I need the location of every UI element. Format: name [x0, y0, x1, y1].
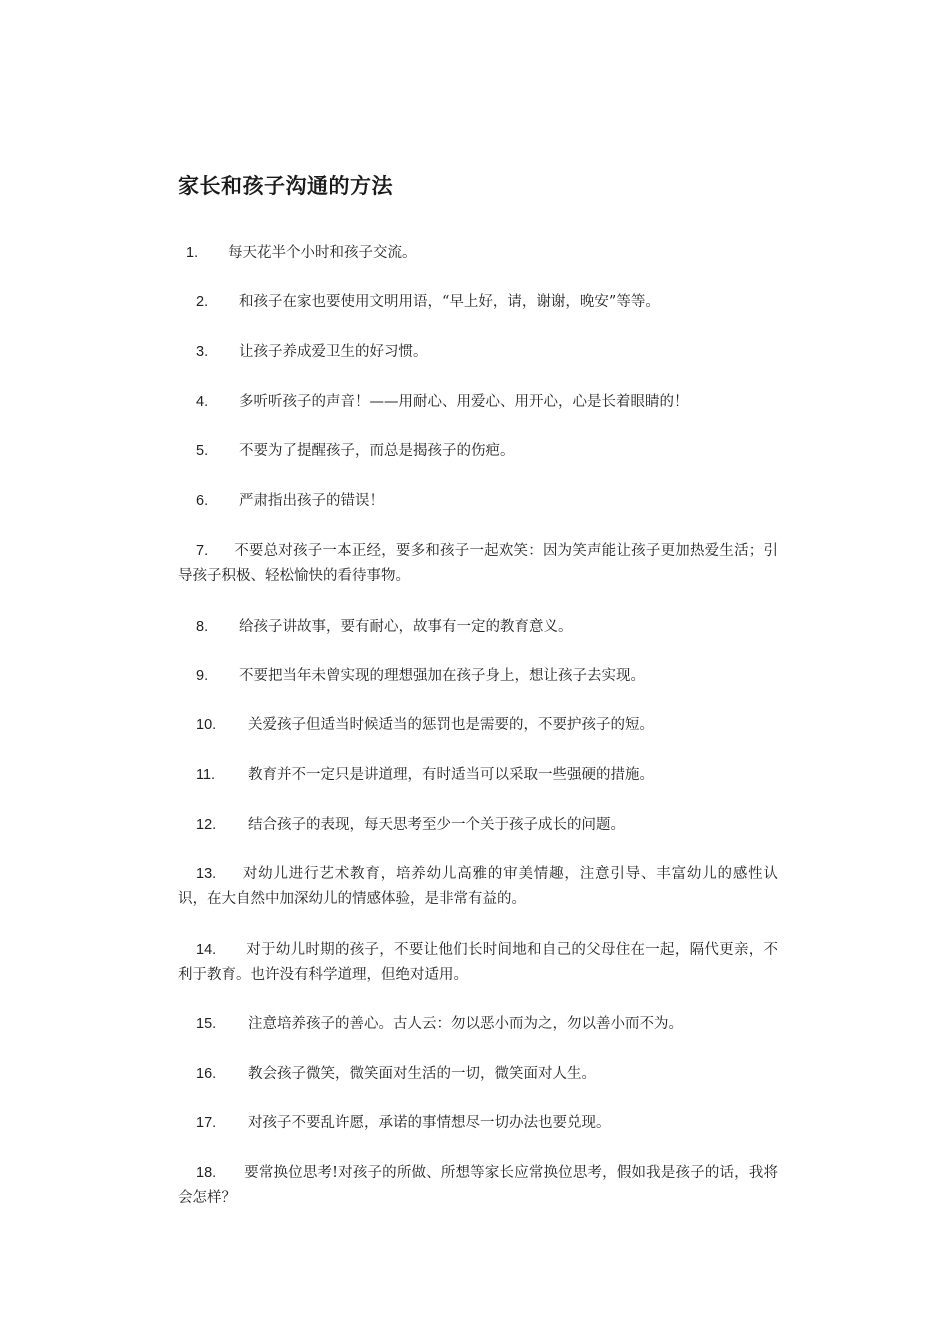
- item-text: 给孩子讲故事，要有耐心，故事有一定的教育意义。: [239, 619, 573, 635]
- list-item: [178, 539, 778, 589]
- list-item: [178, 1161, 778, 1211]
- item-text: 多听听孩子的声音！——用耐心、用爱心、用开心，心是长着眼睛的！: [239, 394, 689, 410]
- list-item: [178, 340, 796, 365]
- item-number: 2.: [196, 294, 209, 310]
- list-item: [178, 439, 796, 464]
- item-text: 关爱孩子但适当时候适当的惩罚也是需要的，不要护孩子的短。: [248, 717, 654, 733]
- item-text: 对幼儿进行艺术教育，培养幼儿高雅的审美情趣，注意引导、丰富幼儿的感性认识，在大自然中加深幼儿的情感体验，是非常有益的。: [178, 866, 778, 907]
- item-text: 教育并不一定只是讲道理，有时适当可以采取一些强硬的措施。: [248, 767, 654, 783]
- item-text: 不要把当年未曾实现的理想强加在孩子身上，想让孩子去实现。: [239, 668, 645, 684]
- list-item: [178, 290, 796, 315]
- item-number: 7.: [196, 543, 209, 559]
- item-text: 严肃指出孩子的错误！: [239, 493, 384, 509]
- item-text: 对孩子不要乱许愿，承诺的事情想尽一切办法也要兑现。: [248, 1115, 611, 1131]
- item-number: 3.: [196, 344, 209, 360]
- item-text: 教会孩子微笑，微笑面对生活的一切，微笑面对人生。: [248, 1066, 596, 1082]
- list-item: [178, 713, 796, 738]
- item-text: 要常换位思考!对孩子的所做、所想等家长应常换位思考，假如我是孩子的话，我将会怎样？: [178, 1165, 778, 1206]
- list-item: [178, 615, 796, 640]
- item-text: 结合孩子的表现，每天思考至少一个关于孩子成长的问题。: [248, 817, 625, 833]
- list-item: [178, 1062, 796, 1087]
- list-item: [178, 862, 778, 912]
- item-text: 每天花半个小时和孩子交流。: [228, 245, 417, 261]
- item-number: 16.: [196, 1066, 217, 1082]
- item-number: 13.: [196, 866, 217, 882]
- item-text: 注意培养孩子的善心。古人云：勿以恶小而为之，勿以善小而不为。: [248, 1016, 683, 1032]
- item-text: 不要为了提醒孩子，而总是揭孩子的伤疤。: [239, 443, 515, 459]
- item-text: 对于幼儿时期的孩子，不要让他们长时间地和自己的父母住在一起，隔代更亲，不利于教育。也许没有科学道理，但绝对适用。: [178, 942, 778, 983]
- item-text: 和孩子在家也要使用文明用语，“早上好，请，谢谢，晚安”等等。: [239, 294, 660, 310]
- item-number: 8.: [196, 619, 209, 635]
- list-item: [178, 763, 796, 788]
- item-number: 10.: [196, 717, 217, 733]
- item-text: 不要总对孩子一本正经，要多和孩子一起欢笑：因为笑声能让孩子更加热爱生活；引导孩子积极、轻松愉快的看待事物。: [178, 543, 778, 584]
- item-number: 14.: [196, 942, 217, 958]
- list-item: [178, 1111, 796, 1136]
- item-number: 11.: [196, 767, 216, 783]
- list-item: [178, 390, 796, 415]
- list-item: [178, 813, 796, 838]
- item-number: 15.: [196, 1016, 217, 1032]
- item-number: 9.: [196, 668, 209, 684]
- item-number: 6.: [196, 493, 209, 509]
- list-item: [178, 664, 796, 689]
- item-number: 17.: [196, 1115, 217, 1131]
- item-number: 5.: [196, 443, 209, 459]
- item-number: 1.: [186, 245, 199, 261]
- document-title: 家长和孩子沟通的方法: [178, 174, 393, 198]
- list-item: [178, 241, 786, 266]
- item-number: 12.: [196, 817, 217, 833]
- list-item: [178, 1012, 796, 1037]
- item-number: 4.: [196, 394, 209, 410]
- list-item: [178, 489, 796, 514]
- list-item: [178, 938, 778, 988]
- item-text: 让孩子养成爱卫生的好习惯。: [239, 344, 428, 360]
- item-number: 18.: [196, 1165, 217, 1181]
